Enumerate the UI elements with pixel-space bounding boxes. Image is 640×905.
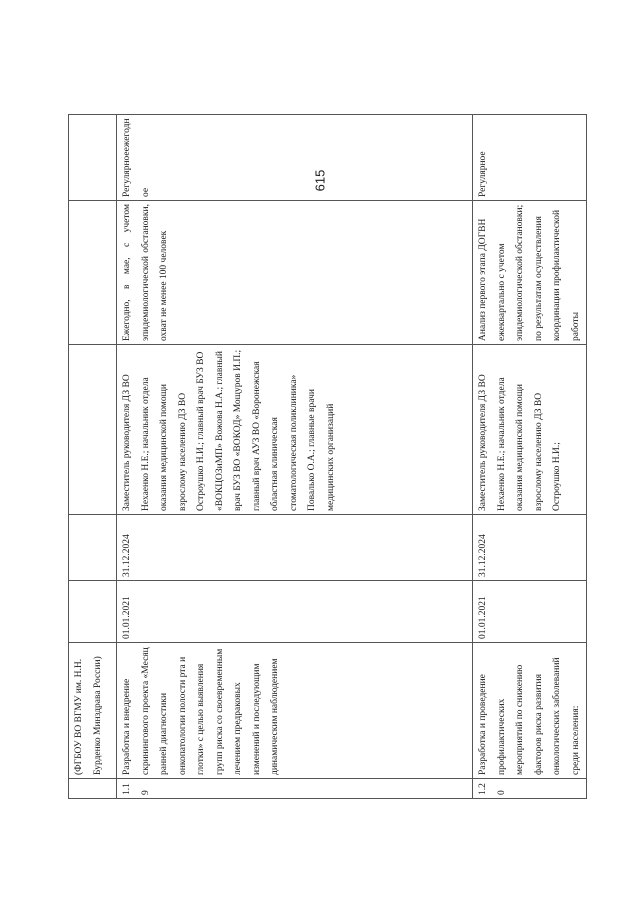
cell-end-date: 31.12.2024 (117, 515, 473, 581)
page-number-text: 615 (312, 169, 328, 191)
cell-indicator: Анализ первого этапа ДОГВН ежеквартально с учетом эпидемиологической обстановки; по результатам осуществления координации профилактической работы (473, 201, 587, 345)
cell-responsible (69, 345, 117, 515)
cell-number: 1.20 (473, 779, 587, 799)
cell-name: Разработка и проведение профилактических мероприятий по снижению факторов риска развития онкологических заболеваний среди населения: (473, 643, 587, 779)
cell-number (69, 779, 117, 799)
cell-number: 1.19 (117, 779, 473, 799)
cell-name: Разработка и внедрение скринингового проекта «Месяц ранней диагностики онкопатологии полости рта и глотки» с целью выявления групп риска со своевременным лечением предраковых изменений и последующим динамическим наблюдением (117, 643, 473, 779)
document-table-area (68, 115, 581, 799)
cell-start-date: 01.01.2021 (473, 581, 587, 643)
name-tail-text: (ФГБОУ ВО ВГМУ им. Н.Н. Бурденко Минздрава России) (74, 656, 103, 775)
cell-start-date: 01.01.2021 (117, 581, 473, 643)
cell-frequency: Регулярноеежегодное (117, 115, 473, 201)
rotated-table-container (68, 115, 581, 799)
cell-end-date: 31.12.2024 (473, 515, 587, 581)
measures-table (68, 114, 587, 799)
cell-responsible: Заместитель руководителя ДЗ ВО Нехаенко Н.Е.; начальник отдела оказания медицинской помощи взрослому населению ДЗ ВО Остроушко Н.И.; (473, 345, 587, 515)
cell-indicator (69, 201, 117, 345)
cell-end (69, 515, 117, 581)
table-row-continuation (69, 115, 117, 799)
table-row (117, 115, 473, 799)
cell-name-continuation (69, 643, 117, 779)
cell-indicator: Ежегодно, в мае, с учетом эпидемиологической обстановки, охват не менее 100 человек (117, 201, 473, 345)
table-row (473, 115, 587, 799)
cell-frequency: Регулярное (473, 115, 587, 201)
cell-responsible: Заместитель руководителя ДЗ ВО Нехаенко Н.Е.; начальник отдела оказания медицинской помощи взрослому населению ДЗ ВО Остроушко Н.И.; главный врач БУЗ ВО «ВОКЦОЗиМП» Вожова Н.А.; главный врач БУЗ ВО «ВОКОД» Мощуров И.П.; главный врач АУЗ ВО «Воронежская областная клиническая стоматологическая поликлиника» Повалько О.А.; главные врачи медицинских организаций (117, 345, 473, 515)
cell-start (69, 581, 117, 643)
cell-frequency (69, 115, 117, 201)
